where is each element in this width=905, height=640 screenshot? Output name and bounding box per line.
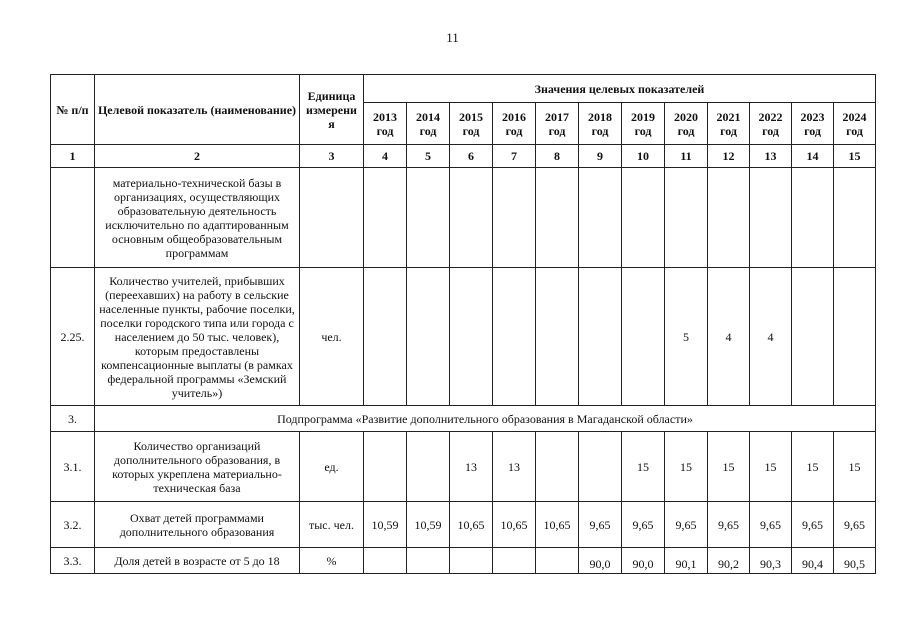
row-number: 3.2.	[51, 502, 95, 548]
header-year: 2013 год	[364, 103, 407, 145]
column-number: 7	[493, 145, 536, 168]
indicator-value	[579, 268, 622, 406]
indicator-value	[493, 268, 536, 406]
column-number: 15	[834, 145, 876, 168]
indicator-value: 5	[665, 268, 708, 406]
indicator-value	[407, 432, 450, 502]
indicator-value	[834, 168, 876, 268]
indicator-value	[579, 432, 622, 502]
header-year: 2019 год	[622, 103, 665, 145]
indicator-value: 9,65	[665, 502, 708, 548]
header-year: 2020 год	[665, 103, 708, 145]
indicator-value: 9,65	[708, 502, 750, 548]
indicator-value: 9,65	[834, 502, 876, 548]
subprogram-title: Подпрограмма «Развитие дополнительного образования в Магаданской области»	[95, 406, 876, 432]
indicator-value	[407, 168, 450, 268]
row-number: 3.1.	[51, 432, 95, 502]
table-row	[51, 268, 876, 406]
indicator-name: Доля детей в возрасте от 5 до 18	[95, 548, 300, 574]
indicator-value	[364, 432, 407, 502]
column-number: 3	[300, 145, 364, 168]
column-number: 9	[579, 145, 622, 168]
indicator-value	[750, 168, 792, 268]
indicator-value: 90,5	[834, 548, 876, 574]
indicator-unit	[300, 168, 364, 268]
indicator-value	[450, 548, 493, 574]
header-unit: Единица измерени я	[300, 75, 364, 145]
header-year: 2024 год	[834, 103, 876, 145]
indicator-unit: ед.	[300, 432, 364, 502]
table-row	[51, 548, 876, 574]
column-number: 14	[792, 145, 834, 168]
column-number: 1	[51, 145, 95, 168]
indicator-value: 15	[750, 432, 792, 502]
indicator-value: 90,4	[792, 548, 834, 574]
indicator-value: 10,65	[493, 502, 536, 548]
indicator-value	[536, 268, 579, 406]
column-number: 4	[364, 145, 407, 168]
indicator-name: материально-технической базы в организациях, осуществляющих образовательную деятельность исключительно по адаптированным основным общеобразовательным программам	[95, 168, 300, 268]
indicator-value: 90,0	[622, 548, 665, 574]
indicator-value: 13	[493, 432, 536, 502]
indicator-name: Охват детей программами дополнительного образования	[95, 502, 300, 548]
indicator-value: 10,65	[536, 502, 579, 548]
indicator-value: 9,65	[792, 502, 834, 548]
header-year: 2018 год	[579, 103, 622, 145]
indicator-value: 9,65	[750, 502, 792, 548]
indicator-value: 10,59	[407, 502, 450, 548]
column-number: 11	[665, 145, 708, 168]
indicator-unit: чел.	[300, 268, 364, 406]
indicator-value: 15	[792, 432, 834, 502]
indicator-unit: тыс. чел.	[300, 502, 364, 548]
indicator-value	[450, 168, 493, 268]
header-year: 2015 год	[450, 103, 493, 145]
indicator-value: 90,1	[665, 548, 708, 574]
indicator-value	[536, 432, 579, 502]
indicator-value	[493, 548, 536, 574]
indicator-name: Количество учителей, прибывших (переехавших) на работу в сельские населенные пункты, рабочие поселки, поселки городского типа или города с населением до 50 тыс. человек), которым предоставлены компенсационные выплаты (в рамках федеральной программы «Земский учитель»)	[95, 268, 300, 406]
row-number	[51, 168, 95, 268]
header-year: 2022 год	[750, 103, 792, 145]
indicator-value	[407, 548, 450, 574]
indicator-value	[450, 268, 493, 406]
header-year: 2016 год	[493, 103, 536, 145]
header-year: 2017 год	[536, 103, 579, 145]
indicator-value	[708, 168, 750, 268]
indicator-value: 90,2	[708, 548, 750, 574]
indicator-value: 90,0	[579, 548, 622, 574]
indicator-value: 15	[665, 432, 708, 502]
header-year: 2014 год	[407, 103, 450, 145]
indicator-value: 15	[622, 432, 665, 502]
indicator-value: 15	[708, 432, 750, 502]
indicator-value: 9,65	[579, 502, 622, 548]
indicator-value: 10,65	[450, 502, 493, 548]
indicator-value: 90,3	[750, 548, 792, 574]
row-number: 2.25.	[51, 268, 95, 406]
row-number: 3.	[51, 406, 95, 432]
column-number: 8	[536, 145, 579, 168]
header-year: 2021 год	[708, 103, 750, 145]
column-number: 6	[450, 145, 493, 168]
column-number: 12	[708, 145, 750, 168]
indicator-value	[622, 268, 665, 406]
header-year: 2023 год	[792, 103, 834, 145]
indicator-value	[364, 548, 407, 574]
indicator-value	[536, 548, 579, 574]
table-row	[51, 168, 876, 268]
column-number: 5	[407, 145, 450, 168]
page-number: 11	[446, 30, 459, 45]
indicator-value	[665, 168, 708, 268]
indicator-value: 4	[708, 268, 750, 406]
indicator-value: 10,59	[364, 502, 407, 548]
header-values-title: Значения целевых показателей	[364, 75, 876, 103]
indicator-value: 15	[834, 432, 876, 502]
column-number: 2	[95, 145, 300, 168]
row-number: 3.3.	[51, 548, 95, 574]
column-number: 10	[622, 145, 665, 168]
indicator-value	[364, 268, 407, 406]
indicator-value	[493, 168, 536, 268]
indicator-value	[407, 268, 450, 406]
indicator-unit: %	[300, 548, 364, 574]
indicator-value: 4	[750, 268, 792, 406]
indicator-value	[834, 268, 876, 406]
target-indicators-table	[50, 74, 876, 574]
indicator-value	[536, 168, 579, 268]
indicator-value	[364, 168, 407, 268]
indicator-value	[792, 168, 834, 268]
indicator-value	[792, 268, 834, 406]
indicator-value	[622, 168, 665, 268]
column-number: 13	[750, 145, 792, 168]
header-num: № п/п	[51, 75, 95, 145]
table-row	[51, 502, 876, 548]
indicator-name: Количество организаций дополнительного образования, в которых укреплена материально-техническая база	[95, 432, 300, 502]
indicator-value: 9,65	[622, 502, 665, 548]
table-row	[51, 432, 876, 502]
indicator-value	[579, 168, 622, 268]
indicator-value: 13	[450, 432, 493, 502]
table-row	[51, 406, 876, 432]
header-indicator: Целевой показатель (наименование)	[95, 75, 300, 145]
